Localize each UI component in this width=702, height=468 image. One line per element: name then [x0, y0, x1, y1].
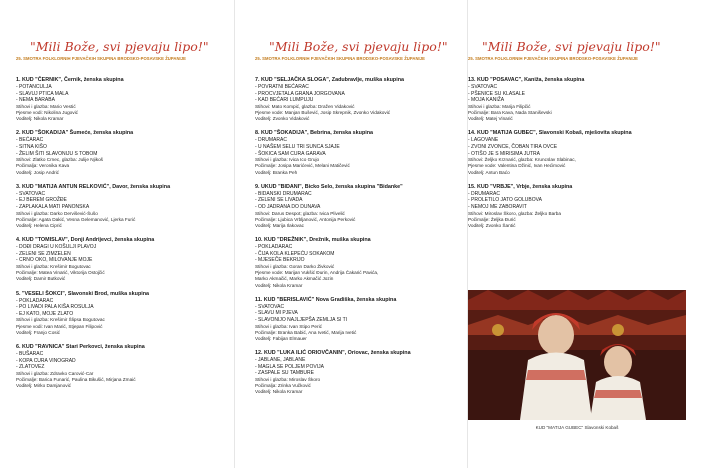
ensemble-title: 9. UKUD "BIDANI", Bicko Selo, ženska skupina "Bidanke" — [255, 183, 403, 190]
credit-line: Voditelj: Franjo Cosić — [16, 329, 61, 335]
song-line: - KAD BEĆARI LUMPUJU — [255, 97, 314, 104]
song-line: - OTIŠO JE S MIRISIMA JUTRA — [468, 150, 540, 157]
credit-line: Marko Akmačić, Marko Akmačić Jozin — [255, 276, 334, 282]
header-title: "Mili Bože, svi pjevaju lipo!" — [30, 39, 209, 54]
song-line: - SVATOVAC — [16, 190, 46, 197]
credit-line: Stihovi: Miroslav Škoro, glazba: Željko Barba — [468, 210, 562, 216]
ensemble-entry — [16, 77, 236, 122]
song-line: - KOPA CURA VINOGRAD — [16, 357, 76, 364]
credit-line: Voditelj: Mirko Damjanović — [16, 383, 71, 389]
credit-line: Stihovi i glazba: Darko Dervišević-Šušo — [16, 210, 98, 216]
song-line: - PŠENICE SU KLASALE — [468, 90, 525, 97]
credit-line: Pjesme vode: Marijan Vukšić Đurin, Andrija Čakarić Pavića, — [255, 270, 379, 276]
credit-line: Počimalje: Barica Funarić, Paulina Bikušić, Mirjana Zmaić — [16, 376, 136, 382]
song-line: - NEMOJ ME ZABORAVIT — [468, 203, 527, 210]
song-line: - SLAVONIJO NAJLJEPŠA ZEMLJA SI TI — [255, 316, 348, 323]
song-line: - EJ KATO, MOJE ZLATO — [16, 310, 74, 317]
song-line: - BEĆARAC — [16, 137, 44, 144]
credit-line: Stihovi: Željko Krznarić, glazba: Kruncslav Slabinac, — [468, 157, 576, 163]
credit-line: Stihovi: Zlatko Crnec, glazba: Julije Njikoš — [16, 157, 104, 163]
entries — [255, 77, 475, 396]
song-line: - SLAVUJ PTICA MALA — [16, 90, 69, 97]
song-line: - POKLADARAC — [255, 244, 293, 251]
song-line: - PO LIVADI PALA KIŠA ROSULJA — [16, 304, 94, 311]
credit-line: Voditelj: Antun Baćo — [468, 169, 510, 175]
credit-line: Stihovi i glazba: Ivica Ico Grujo — [255, 157, 320, 163]
credit-line: Stihovi i glazba: Krešimir Šlipsa Bogutovac — [16, 317, 105, 323]
entries — [16, 77, 236, 389]
song-line: - ZELENI SE ZIMZELEN — [16, 250, 71, 257]
ensemble-entry — [255, 350, 475, 395]
header-title: "Mili Bože, svi pjevaju lipo!" — [482, 39, 661, 54]
song-line: - MJESEČE BEKRIJO — [255, 257, 305, 264]
ensemble-title: 13. KUD "POSAVAC", Kaniža, ženska skupina — [468, 77, 585, 83]
ensemble-entry — [255, 297, 475, 342]
ensemble-entry — [16, 130, 236, 175]
credit-line: Voditelj: Branka Peh — [255, 169, 298, 175]
song-line: - DOĐI DRAGI U KOŠULJI PLAVOJ — [16, 244, 97, 251]
credit-line: Počimalje: Bara Kava, Nada Staniševski — [468, 109, 552, 115]
credit-line: Voditelj: Fabijan Elmauer — [255, 335, 307, 341]
credit-line: Počimalja: Veronika Kava — [16, 163, 70, 169]
column-2 — [255, 40, 475, 468]
song-line: - POTANCULJA — [16, 84, 52, 90]
ensemble-title: 12. KUD "LUKA ILIĆ ORIOVČANIN", Oriovac, ženska skupina — [255, 350, 411, 357]
song-line: - ČIJA KOLA KLEPEĆU SOKAKOM — [255, 250, 335, 257]
credit-line: Stihovi i glazba: Ivan Stipo Perić — [255, 323, 322, 329]
song-line: - BIDANSKI DRUMARAC — [255, 190, 312, 197]
song-line: - LAGOVANE — [468, 137, 499, 144]
ensemble-entry — [468, 130, 688, 175]
credit-line: Počimalje: Željka Đurić — [468, 216, 516, 222]
song-line: - ZVONI ZVONCE, ČOBAN TIRA OVCE — [468, 143, 558, 150]
credit-line: Voditelj: Josip Andrić — [16, 169, 59, 175]
song-line: - JABLANE, JABLANE — [255, 357, 306, 364]
ensemble-entry — [468, 184, 688, 229]
ensemble-entry — [255, 77, 475, 122]
credit-line: Pjesme vode: Manjan Bušević, Josip Skrepnik, Zvonko Vidaković — [255, 109, 391, 115]
song-line: - ŽELIM ŠITI SLAVONIJU S TOBOM — [16, 150, 98, 157]
song-line: - SVATOVAC — [468, 84, 498, 90]
credit-line: Počimalje: Josipa Marićević, Melani Matičević — [255, 163, 350, 169]
credit-line: Počimalje: Matea Vinarić, Viktorija Ostojčić — [16, 270, 105, 276]
column-1 — [16, 40, 236, 468]
ensemble-entry — [468, 77, 688, 122]
song-line: - EJ BEREM GROŽĐE — [16, 197, 67, 204]
song-line: - ZLATOVEZ — [16, 364, 45, 371]
credit-line: Voditelj: Helena Ciprić — [16, 222, 62, 228]
credit-line: Stihovi i glazba: Goran Darko Živković — [255, 263, 335, 269]
ensemble-entry — [16, 237, 236, 282]
credit-line: Voditelj: Marija Ilakovac — [255, 222, 304, 228]
song-line: - U NAŠEM SELU TRI SUNCA SJAJE — [255, 143, 340, 150]
photo-caption: KUD "MATIJA GUBEC" Slavonski Kobaš — [535, 425, 619, 430]
header-subtitle: 25. SMOTRA FOLKLORNIH PJEVAČKIH SKUPINA BRODSKO-POSAVSKE ŽUPANIJE — [468, 56, 638, 61]
credit-line: Voditelj: Nikola Kramar — [255, 282, 303, 288]
ensemble-title: 10. KUD "DREŽNIK", Drežnik, muška skupina — [255, 237, 371, 244]
credit-line: Voditelj: Nikola Kramar — [255, 389, 303, 395]
song-line: - SITNA KIŠO — [16, 143, 47, 150]
credit-line: Stihovi i glazba: Miroslav Škoro — [255, 376, 321, 382]
song-line: - DRUMARAC — [255, 137, 287, 144]
credit-line: Pjesme vodi: Nikolina Jugović — [16, 109, 79, 115]
header-subtitle: 25. SMOTRA FOLKLORNIH PJEVAČKIH SKUPINA BRODSKO-POSAVSKE ŽUPANIJE — [16, 56, 186, 61]
song-line: - POVRATNI BEĆARAC — [255, 84, 309, 90]
song-line: - SVATOVAC — [255, 303, 285, 310]
song-line: - BUŠARAC — [16, 350, 44, 357]
header-subtitle: 25. SMOTRA FOLKLORNIH PJEVAČKIH SKUPINA BRODSKO-POSAVSKE ŽUPANIJE — [255, 56, 425, 61]
song-line: - OD JADRANA DO DUNAVA — [255, 203, 321, 210]
song-line: - MOJA KANIŽA — [468, 97, 505, 104]
credit-line: Počimalje: Agata Dakić, Vesna Gelemanović, Ljerka Furić — [16, 216, 136, 222]
credit-line: Stihovi i glazba: Mario Vestić — [16, 103, 76, 109]
group-photo — [468, 290, 686, 420]
credit-line: Pjesme vodi: Ivan Marić, Stjepan Filipović — [16, 323, 103, 329]
entries — [468, 77, 688, 229]
ensemble-entry — [255, 184, 475, 229]
credit-line: Počimalje: Ljubica Vrbljanović, Antonija Perković — [255, 216, 356, 222]
credit-line: Počimalje: Branka Babić, Ana Ivetić, Marija Ivetić — [255, 329, 357, 335]
ensemble-title: 1. KUD "ČERNIK", Černik, ženska skupina — [16, 77, 124, 83]
ensemble-title: 8. KUD "ŠOKADIJA", Bebrina, ženska skupina — [255, 130, 374, 137]
ensemble-title: 15. KUD "VRBJE", Vrbje, ženska skupina — [468, 183, 573, 190]
credit-line: Voditelj: Zvonko Vidaković — [255, 116, 310, 122]
credit-line: Stihovi i glazba: Zdravko Carović-Car — [16, 370, 94, 376]
ensemble-entry — [255, 130, 475, 175]
credit-line: Voditelj: Matej Vinarić — [468, 116, 513, 122]
song-line: - PROCVJETALA GRANA JORGOVANA — [255, 90, 345, 97]
credit-line: Pjesme vode: Valentina Džinić, Ivan Hećimović — [468, 163, 566, 169]
ensemble-title: 11. KUD "BERISLAVIĆ" Nova Gradiška, ženska skupina — [255, 296, 397, 303]
ensemble-title: 6. KUD "RAVNICA" Stari Perkovci, ženska skupina — [16, 343, 145, 350]
ensemble-title: 5. "VESELI ŠOKCI", Slavonski Brod, muška skupina — [16, 290, 150, 297]
song-line: - PROLETILO JATO GOLUBOVA — [468, 197, 542, 204]
credit-line: Stihovi i glazba: Krešimir Bogutovac — [16, 263, 91, 269]
song-line: - ZASPALE SU TAMBURE — [255, 370, 314, 377]
credit-line: Voditelj: Zvonko Šantić — [468, 222, 516, 228]
song-line: - ZELENI SE LIVADA — [255, 197, 303, 204]
song-line: - CRNO OKO, MILOVANJE MOJE — [16, 257, 93, 264]
song-line: - NEMA BARABA — [16, 97, 55, 104]
ensemble-title: 2. KUD "ŠOKADIJA" Šumeće, ženska skupina — [16, 130, 134, 137]
song-line: - ZAPLAKALA MATI PANONSKA — [16, 203, 90, 210]
song-line: - POKLADARAC — [16, 297, 54, 304]
credit-line: Voditelj: Nikola Kramar — [16, 116, 64, 122]
credit-line: Stihovi: Darus Despot; glazba: Ivica Plivelić — [255, 210, 345, 216]
ensemble-entry — [16, 291, 236, 336]
ensemble-title: 7. KUD "SELJAČKA SLOGA", Zadubravlje, muška skupina — [255, 77, 404, 83]
ensemble-entry — [16, 184, 236, 229]
ensemble-title: 3. KUD "MATIJA ANTUN RELKOVIĆ", Davor, ženska skupina — [16, 183, 171, 190]
ensemble-title: 4. KUD "TOMISLAV", Donji Andrijevci, ženska skupina — [16, 237, 155, 244]
ensemble-entry — [16, 344, 236, 389]
ensemble-title: 14. KUD "MATIJA GUBEC", Slavonski Kobaš, mješovita skupina — [468, 130, 632, 137]
credit-line: Stihovi: Mato Kompić, glazba: Dražen Vidaković — [255, 103, 355, 109]
song-line: - SLAVU MI PJEVA — [255, 310, 298, 317]
header-title: "Mili Bože, svi pjevaju lipo!" — [269, 39, 448, 54]
ensemble-entry — [255, 237, 475, 289]
song-line: - MAGLA SE POLJEM POVIJA — [255, 363, 324, 370]
credit-line: Voditelj: Damir Butković — [16, 276, 66, 282]
credit-line: Stihovi i glazba: Marija Filipčić — [468, 103, 531, 109]
credit-line: Počimalja: Zrinka Vučković — [255, 383, 311, 389]
song-line: - ŠOKICA SAM CURA GARAVA — [255, 150, 326, 157]
song-line: - DRUMARAC — [468, 190, 500, 197]
